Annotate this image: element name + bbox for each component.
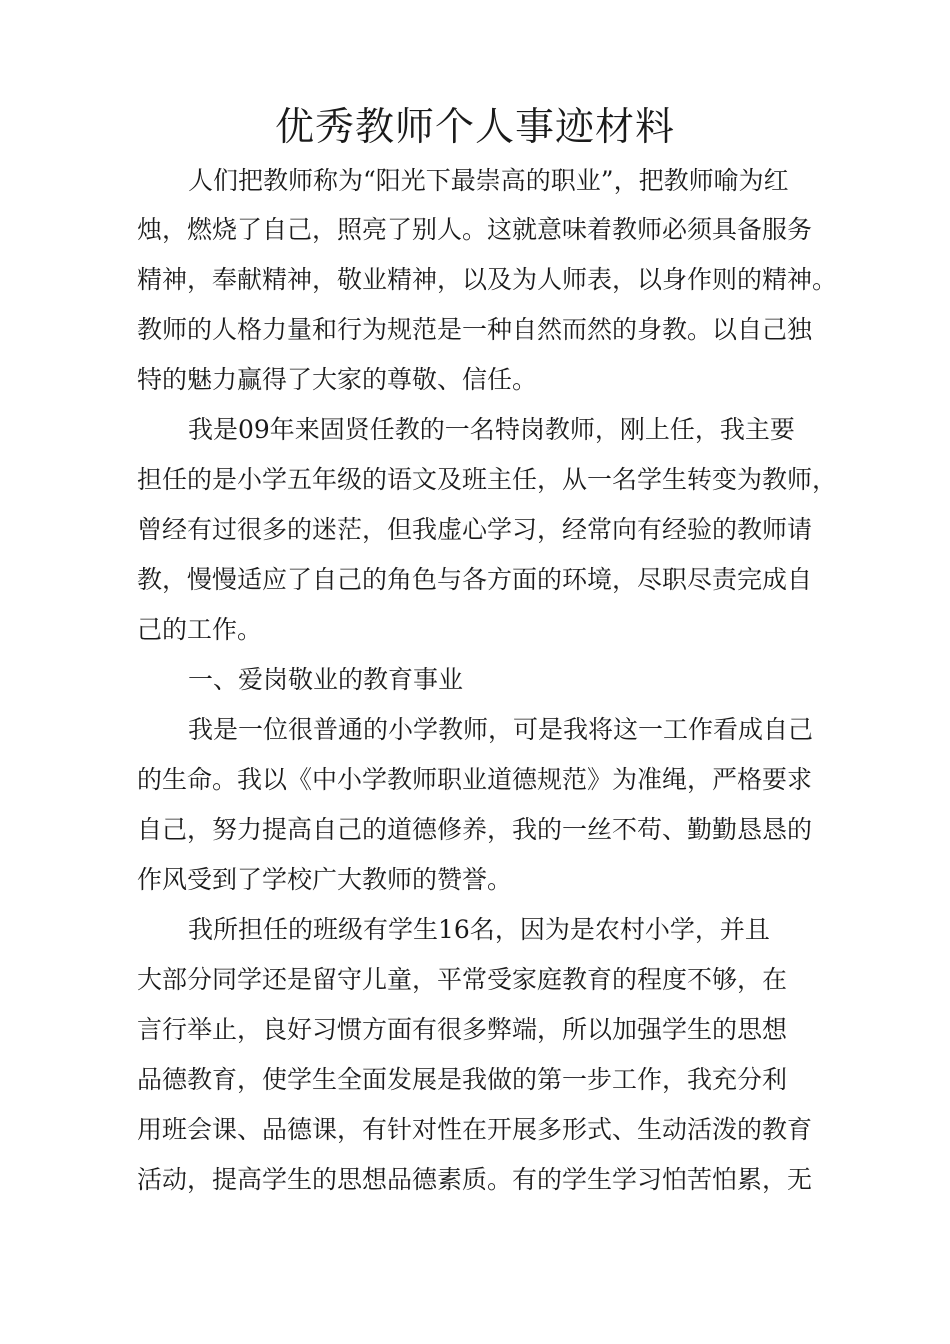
paragraph-line: 我是09年来固贤任教的一名特岗教师，刚上任，我主要	[188, 415, 795, 444]
paragraph-line: 自己，努力提高自己的道德修养，我的一丝不苟、勤勤恳恳的	[137, 815, 813, 844]
paragraph-line: 的生命。我以《中小学教师职业道德规范》为准绳，严格要求	[137, 765, 813, 794]
paragraph-line: 曾经有过很多的迷茫，但我虚心学习，经常向有经验的教师请	[137, 515, 813, 544]
paragraph-line: 我所担任的班级有学生16名，因为是农村小学，并且	[188, 915, 770, 944]
paragraph-line: 教师的人格力量和行为规范是一种自然而然的身教。以自己独	[137, 315, 813, 344]
paragraph-line: 品德教育，使学生全面发展是我做的第一步工作，我充分利	[137, 1065, 788, 1094]
document-title: 优秀教师个人事迹材料	[274, 105, 675, 150]
paragraph-line: 大部分同学还是留守儿童，平常受家庭教育的程度不够，在	[137, 965, 788, 994]
paragraph-line: 作风受到了学校广大教师的赞誉。	[137, 865, 513, 894]
paragraph-line: 言行举止，良好习惯方面有很多弊端，所以加强学生的思想	[137, 1015, 788, 1044]
paragraph-line: 烛，燃烧了自己，照亮了别人。这就意味着教师必须具备服务	[137, 215, 813, 244]
paragraph-line: 精神，奉献精神，敬业精神，以及为人师表，以身作则的精神。	[137, 265, 838, 294]
paragraph-line: 己的工作。	[137, 615, 263, 644]
paragraph-line: 教，慢慢适应了自己的角色与各方面的环境，尽职尽责完成自	[137, 565, 813, 594]
paragraph-line: 人们把教师称为“阳光下最崇高的职业”，把教师喻为红	[188, 166, 789, 195]
section-heading: 一、爱岗敬业的教育事业	[188, 665, 464, 694]
paragraph-line: 我是一位很普通的小学教师，可是我将这一工作看成自己	[188, 715, 814, 744]
paragraph-line: 活动，提高学生的思想品德素质。有的学生学习怕苦怕累，无	[137, 1165, 813, 1194]
paragraph-line: 用班会课、品德课，有针对性在开展多形式、生动活泼的教育	[137, 1115, 813, 1144]
paragraph-line: 特的魅力赢得了大家的尊敬、信任。	[137, 365, 538, 394]
paragraph-line: 担任的是小学五年级的语文及班主任，从一名学生转变为教师，	[137, 465, 838, 494]
